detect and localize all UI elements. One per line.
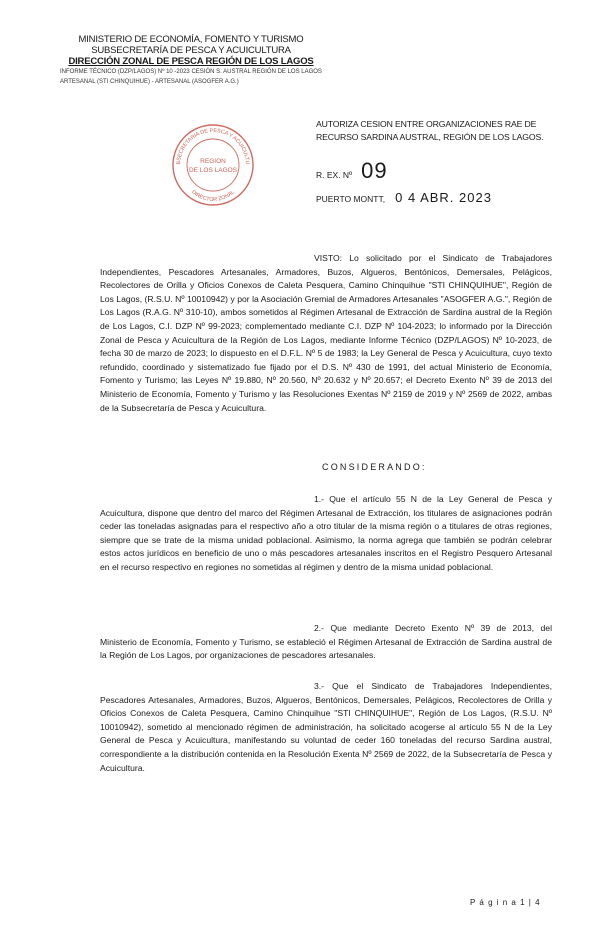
reference-line-2: ARTESANAL (STI CHINQUIHUE) - ARTESANAL (ASOGFER A.G.)	[60, 78, 239, 85]
direccion-name: DIRECCIÓN ZONAL DE PESCA REGIÓN DE LOS LAGOS	[68, 56, 314, 67]
considerando-3: 3.- Que el Sindicato de Trabajadores Independientes, Pescadores Artesanales, Armadores, Buzos, Algueros, Bentónicos, Demersales, Pelágicos, Recolectores de Orilla y Oficios Conexos de Caleta Pesquera, Camino Chinquihue "STI CHINQUIHUE", Región de Los Lagos, (R.S.U. Nº 10010942), sometido al mencionado régimen de administración, ha solicitado acogerse al artículo 55 N de la Ley General de Pesca y Acuicultura, manifestando su voluntad de ceder 160 toneladas del recurso Sardina austral, correspondiente a la distribución contenida en la Resolución Exenta Nº 2569 de 2022, de la Subsecretaría de Pesca y Acuicultura.	[100, 681, 552, 773]
page-number: P á g i n a 1 | 4	[470, 898, 541, 907]
stamp-center-line-2: DE LOS LAGOS	[188, 167, 238, 174]
considerando-2: 2.- Que mediante Decreto Exento Nº 39 de 2013, del Ministerio de Economía, Fomento y Turismo, se estableció el Régimen Artesanal de Extracción de Sardina austral de la Región de Los Lagos, por organizaciones de pescadores artesanales.	[100, 623, 552, 661]
rex-number: 09	[361, 158, 388, 183]
resolution-subject: AUTORIZA CESION ENTRE ORGANIZACIONES RAE DE RECURSO SARDINA AUSTRAL, REGIÓN DE LOS LAGOS.	[316, 119, 544, 142]
considerando-1: 1.- Que el artículo 55 N de la Ley General de Pesca y Acuicultura, dispone que dentro del marco del Régimen Artesanal de Extracción, los titulares de asignaciones podrán ceder las toneladas asignadas para el respectivo año a otro titular de la misma región o a titulares de otras regiones, siempre que se trate de la misma unidad poblacional. Asimismo, la norma agrega que también se podrán celebrar estos actos jurídicos en beneficio de uno o más pescadores artesanales inscritos en el Registro Pesquero Artesanal en el recurso respectivo en regiones no sometidas al régimen y dentro de la misma unidad poblacional.	[100, 494, 552, 572]
rex-label: R. EX. Nº	[316, 170, 353, 180]
stamp-center-line-1: REGION	[200, 158, 226, 165]
stamp-bottom-text: DIRECTOR ZONAL	[190, 189, 236, 204]
ministry-name: MINISTERIO DE ECONOMÍA, FOMENTO Y TURISMO	[78, 34, 304, 45]
visto-paragraph: VISTO: Lo solicitado por el Sindicato de Trabajadores Independientes, Pescadores Artesanales, Armadores, Buzos, Algueros, Bentónicos, Demersales, Pelágicos, Recolectores de Orilla y Oficios Conexos de Caleta Pesquera, Camino Chinquihue "STI CHINQUIHUE", Región de Los Lagos, (R.S.U. Nº 10010942) y por la Asociación Gremial de Armadores Artesanales "ASOGFER A.G.", Región de Los Lagos (R.A.G. Nº 310-10), ambos sometidos al Régimen Artesanal de Extracción de Sardina austral de la Región de Los Lagos, C.I. DZP Nº 99-2023; complementado mediante C.I. DZP Nº 104-2023; lo informado por la Dirección Zonal de Pesca y Acuicultura de la Región de Los Lagos, mediante Informe Técnico (DZP/LAGOS) Nº 10-2023, de fecha 30 de marzo de 2023; lo dispuesto en el D.F.L. Nº 5 de 1983; la Ley General de Pesca y Acuicultura, cuyo texto refundido, coordinado y sistematizado fue fijado por el D.S. Nº 430 de 1991, del actual Ministerio de Economía, Fomento y Turismo; las Leyes Nº 19.880, Nº 20.560, Nº 20.632 y Nº 20.657; el Decreto Exento Nº 39 de 2013 del Ministerio de Economía, Fomento y Turismo y las Resoluciones Exentas Nº 2159 de 2019 y Nº 2569 de 2022, ambas de la Subsecretaría de Pesca y Acuicultura.	[100, 253, 552, 413]
considerando-heading: CONSIDERANDO:	[322, 462, 427, 472]
city: PUERTO MONTT,	[316, 194, 386, 204]
official-stamp	[170, 122, 256, 208]
reference-line-1: INFORME TÉCNICO (DZP/LAGOS) Nº 10 -2023 CESIÓN S. AUSTRAL REGIÓN DE LOS LAGOS	[60, 69, 322, 75]
resolution-date: 0 4 ABR. 2023	[395, 190, 492, 205]
letterhead	[60, 34, 360, 86]
resolution-number-line	[316, 158, 556, 184]
subsecretaria-name: SUBSECRETARÍA DE PESCA Y ACUICULTURA	[91, 45, 291, 56]
place-date-line	[316, 190, 556, 205]
stamp-top-text: BSECRETARIA DE PESCA Y ACUICULTU	[175, 127, 251, 165]
resolution-info	[316, 118, 556, 205]
